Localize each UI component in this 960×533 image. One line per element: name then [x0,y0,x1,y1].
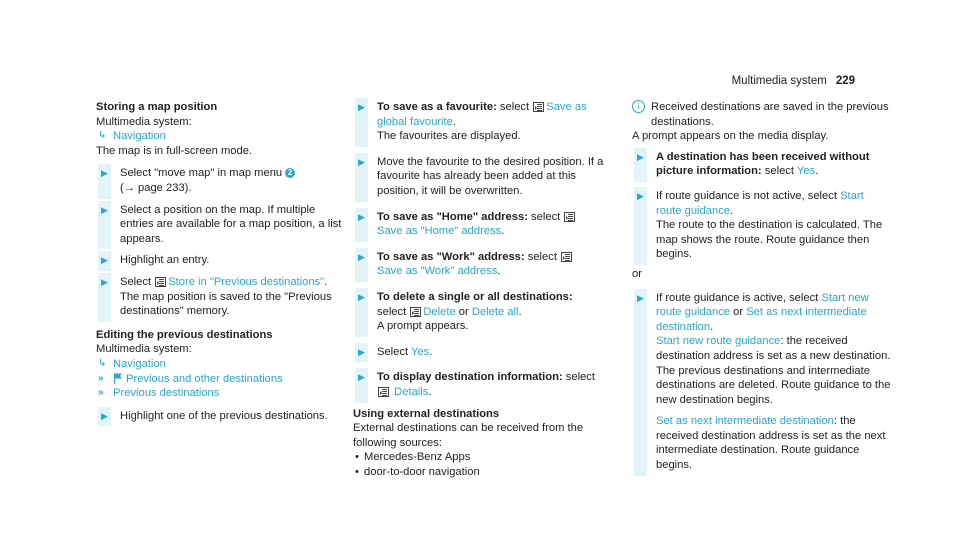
list-item: • Mercedes-Benz Apps [353,450,613,465]
page-number: 229 [835,75,855,87]
step: ▶ To save as "Home" address: select Save as "Home" address. [353,210,613,239]
previous-destinations-link[interactable]: Previous destinations [113,387,220,400]
step: ▶ Select "move map" in map menu 2 (→ page 233). [96,166,346,195]
step-arrow-icon: ▶ [358,156,365,167]
save-work-link[interactable]: Save as "Work" address [377,265,498,278]
details-link[interactable]: Details [394,385,429,398]
nav-link[interactable]: Navigation [113,357,166,370]
menu-icon [533,102,544,112]
intermediate-note: Set as next intermediate destination: the received destination address is set as the next intermediate destination. Route guidance begins. [656,415,886,472]
start-new-route-guidance-link[interactable]: Start new route guidance [656,291,869,319]
step: ▶ To save as "Work" address: select Save as "Work" address. [353,250,613,279]
fullscreen-note: The map is in full-screen mode. [96,144,253,157]
multimedia-label: Multimedia system: [96,115,192,128]
set-next-intermediate-link[interactable]: Set as next intermediate destination [656,306,867,333]
nav-path-1 [96,129,346,144]
prompt-text: A prompt appears on the media display. [632,130,829,143]
step-arrow-icon: ▶ [101,276,108,287]
nav-path-3 [96,372,346,387]
menu-icon [410,307,421,317]
heading-editing: Editing the previous destinations [96,328,273,341]
step-arrow-icon: ▶ [358,102,365,112]
store-previous-link[interactable]: Store in "Previous destinations" [168,275,325,288]
column-1 [96,100,346,423]
step: ▶ Move the favourite to the desired position. If a favourite has already been added at this position, it will be overwritten. [353,155,613,199]
external-text: External destinations can be received from the following sources: [353,422,584,449]
or-text: or [632,267,642,280]
step: ▶ Highlight one of the previous destinations. [96,409,346,424]
step-arrow-icon: ▶ [101,204,108,215]
step: ▶ To save as a favourite: select Save as global favourite. The favourites are displayed. [353,100,613,144]
step: ▶ To display destination information: select Details. [353,370,613,399]
step: ▶ If route guidance is active, select Start new route guidance or Set as next intermediate destination. Start new route guidance: the received destination address is set as a new destination. The previous destinations and intermediate destinations are deleted. Route guidance to the new destination begins. Set as next intermediate destination: the received destination address is set as the next intermediate destination. Route guidance begins. [632,291,892,473]
step-arrow-icon: ▶ [101,410,108,421]
nav-link[interactable]: Navigation [113,130,166,143]
multimedia-label: Multimedia system: [96,343,192,356]
step-arrow-icon: ▶ [358,372,365,383]
info-note: i Received destinations are saved in the previous destinations. [632,100,892,129]
info-icon: i [632,100,645,113]
page-header [732,74,855,89]
return-arrow-icon: ↳ [98,357,107,369]
set-next-intermediate-label: Set as next intermediate destination [656,415,834,428]
callout-badge: 2 [285,168,295,178]
menu-icon [561,252,572,262]
return-arrow-icon: ↳ [98,130,107,142]
step-arrow-icon: ▶ [101,255,108,266]
step: ▶ Select Store in "Previous destinations". The map position is saved to the "Previous destinations" memory. [96,275,346,319]
step: ▶ Select Yes. [353,345,613,360]
step: ▶ Select a position on the map. If multiple entries are available for a map position, a list appears. [96,203,346,247]
save-favourite-link[interactable]: Save as global favourite [377,101,587,128]
delete-all-link[interactable]: Delete all [471,305,519,318]
menu-icon [378,387,389,397]
menu-icon [155,277,166,287]
step-arrow-icon: ▶ [358,251,365,262]
flag-icon [113,373,123,384]
previous-other-link[interactable]: Previous and other destinations [126,372,283,385]
double-chevron-icon: » [98,372,104,384]
column-2 [353,100,613,479]
column-3 [632,100,892,473]
step: ▶ To delete a single or all destinations: select Delete or Delete all. A prompt appears. [353,290,613,334]
save-home-link[interactable]: Save as "Home" address [377,225,502,238]
nav-path-2 [96,357,346,372]
heading-storing: Storing a map position [96,101,218,113]
start-new-route-guidance-label: Start new route guidance [656,335,781,348]
step-arrow-icon: ▶ [101,168,108,179]
menu-icon [564,212,575,222]
step-arrow-icon: ▶ [358,346,365,357]
step-arrow-icon: ▶ [637,190,644,201]
step: ▶ If route guidance is not active, select Start route guidance. The route to the destination is calculated. The map shows the route. Route guidance then begins. [632,189,892,262]
nav-path-4 [96,386,346,401]
step: ▶ Highlight an entry. [96,253,346,268]
delete-link[interactable]: Delete [423,305,456,318]
yes-link[interactable]: Yes [796,165,816,178]
step-arrow-icon: ▶ [637,292,644,303]
list-item: • door-to-door navigation [353,465,613,480]
double-chevron-icon: » [98,387,104,399]
heading-external: Using external destinations [353,407,500,420]
step: ▶ A destination has been received without picture information: select Yes. [632,150,892,179]
yes-link[interactable]: Yes [411,345,430,358]
step-arrow-icon: ▶ [358,211,365,222]
step-arrow-icon: ▶ [358,291,365,302]
step-arrow-icon: ▶ [637,151,644,162]
start-route-guidance-link[interactable]: Start route guidance [656,189,864,217]
section-title: Multimedia system [731,75,827,87]
